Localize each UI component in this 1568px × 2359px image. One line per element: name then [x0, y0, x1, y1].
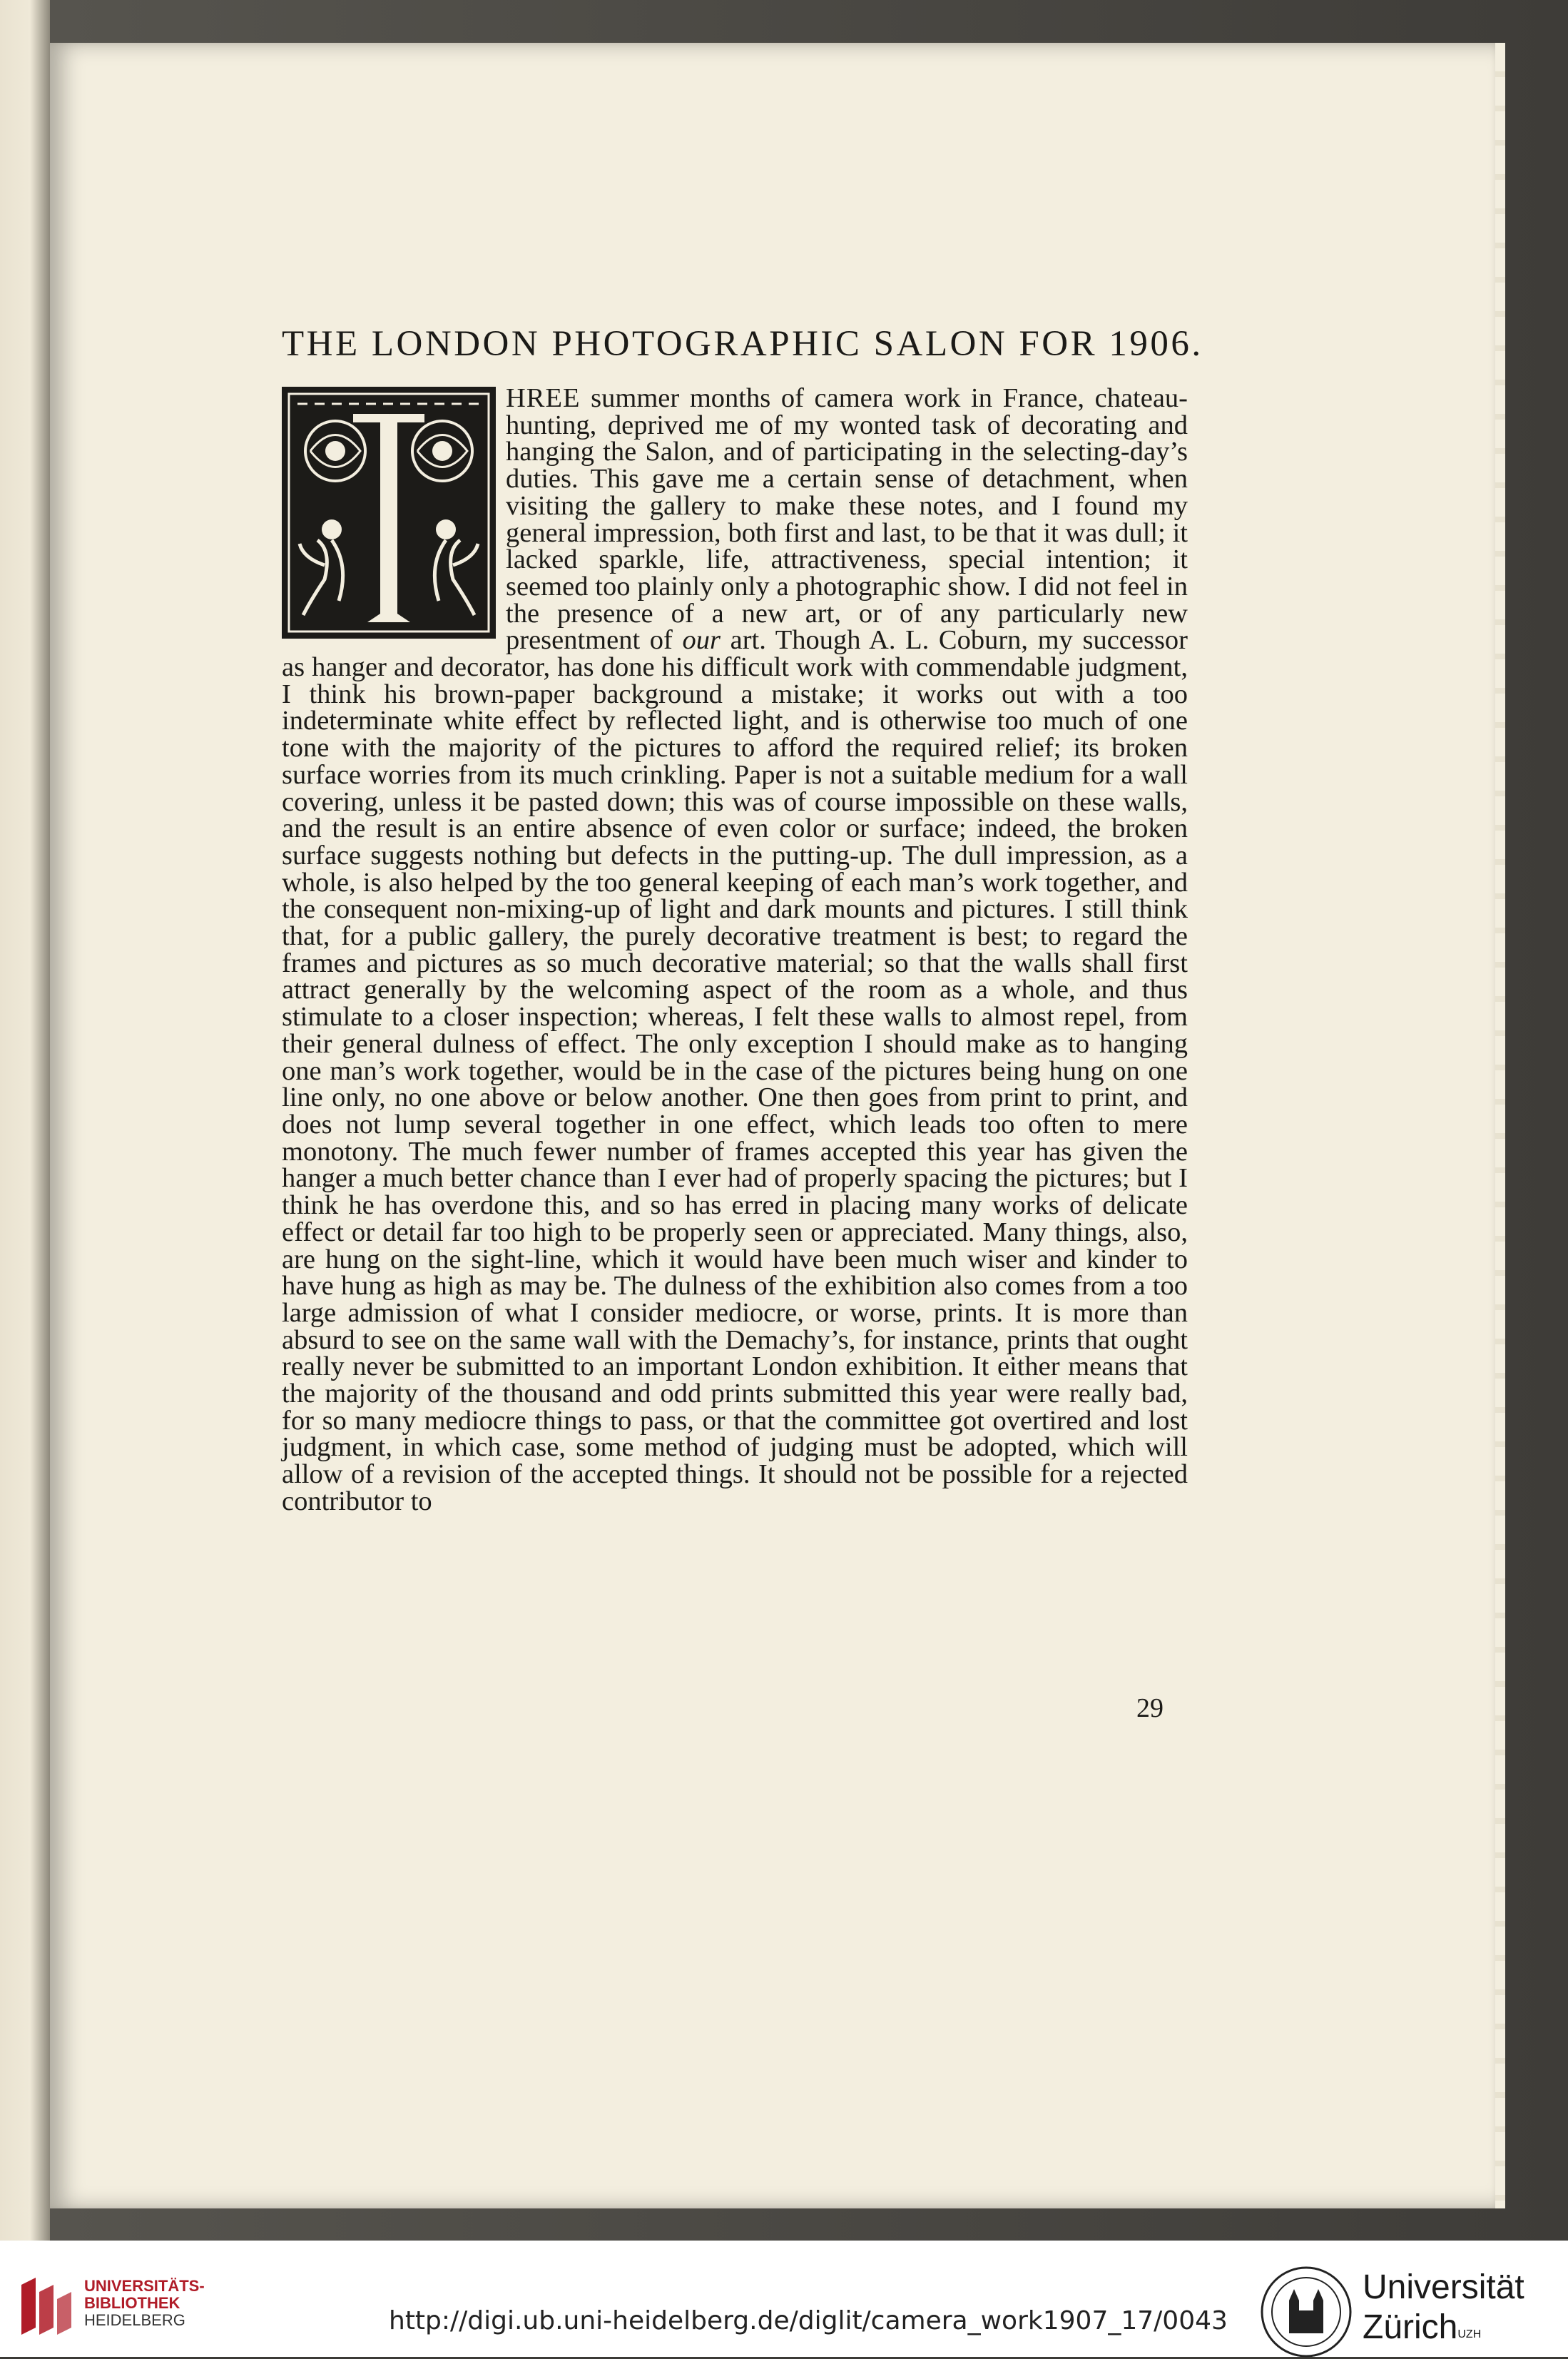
paragraph-text-1: summer months of camera work in France, chateau-hunting, deprived me of my wonted task of decorating and hanging the Salon, and of participating in the selecting-day’s duties. This gave me a certain sense of detachment, when visiting the gallery to make these notes, and I found my general impression, both first and last, to be that it was dull; it lacked sparkle, life, attractiveness, special intention; it seemed too plainly only a photographic show. I did not feel in the presence of a new art, or of any particularly new presentment of	[506, 383, 1188, 656]
article-title: THE LONDON PHOTOGRAPHIC SALON FOR 1906.	[282, 324, 1203, 364]
uzh-name	[1363, 2268, 1524, 2348]
previous-page-edge	[0, 0, 50, 2241]
page-number: 29	[1136, 1693, 1164, 1723]
article-body	[282, 385, 1188, 1516]
uzh-name-line-1: Universität	[1363, 2268, 1524, 2306]
permalink-url[interactable]: http://digi.ub.uni-heidelberg.de/diglit/camera_work1907_17/0043	[389, 2306, 1228, 2335]
deckled-edge	[1495, 43, 1505, 2208]
ornamental-drop-cap-t	[282, 387, 496, 639]
paragraph-text-2: art. Though A. L. Coburn, my successor as hanger and decorator, has done his difficult work with commendable judgment, I think his brown-paper background a mistake; it works out with a too indeterminate white effect by reflected light, and is otherwise too much of one tone with the majority of the pictures to afford the required relief; its broken surface worries from its much crinkling. Paper is not a suitable medium for a wall covering, unless it be pasted down; this was of course impossible on these walls, and the result is an entire absence of even color or surface; indeed, the broken surface suggests nothing but defects in the putting-up. The dull impression, as a whole, is also helped by the too general keeping of each man’s work together, and the consequent non-mixing-up of light and dark mounts and pictures. I still think that, for a public gallery, the purely decorative treatment is best; to regard the frames and pictures as so much decorative material; so that the walls shall first attract generally by the welcoming aspect of the room as a whole, and thus stimulate to a closer inspection; whereas, I felt these walls to almost repel, from their general dulness of effect. The only exception I should make as to hanging one man’s work together, would be in the case of the pictures being hung on one line only, no one above or below another. One then goes from print to print, and does not lump several together in one effect, which leads too often to mere monotony. The much fewer number of frames accepted this year has given the hanger a much better chance than I ever had of properly spacing the pictures; but I think he has overdone this, and so has erred in placing many works of delicate effect or detail far too high to be properly seen or appreciated. Many things, also, are hung on the sight-line, which it would have been much wiser and kinder to have hung as high as may be. The dulness of the exhibition also comes from a too large admission of what I consider mediocre, or worse, prints. It is more than absurd to see on the same wall with the Demachy’s, for instance, prints that ought really never be submitted to an important London exhibition. It either means that the majority of the thousand and odd prints submitted this year were really bad, for so many mediocre things to pass, or that the committee got overtired and lost judgment, in which case, some method of judging must be adopted, which will allow of a revision of the accepted things. It should not be possible for a rejected contributor to	[282, 625, 1188, 1516]
uzh-name-line-2: Zürich	[1363, 2308, 1458, 2346]
drop-cap-letter: T	[389, 415, 390, 416]
uzh-abbrev: UZH	[1457, 2328, 1482, 2340]
heidelberg-library-name	[84, 2278, 205, 2329]
first-word: HREE	[506, 383, 581, 413]
library-name-line-1: UNIVERSITÄTS-	[84, 2277, 205, 2295]
viewer-footer	[0, 2241, 1568, 2357]
library-name-line-3: HEIDELBERG	[84, 2311, 185, 2329]
library-name-line-2: BIBLIOTHEK	[84, 2294, 180, 2312]
heidelberg-library-logo[interactable]	[14, 2271, 78, 2342]
uzh-seal-icon[interactable]	[1259, 2265, 1353, 2359]
emphasized-word: our	[682, 625, 721, 656]
